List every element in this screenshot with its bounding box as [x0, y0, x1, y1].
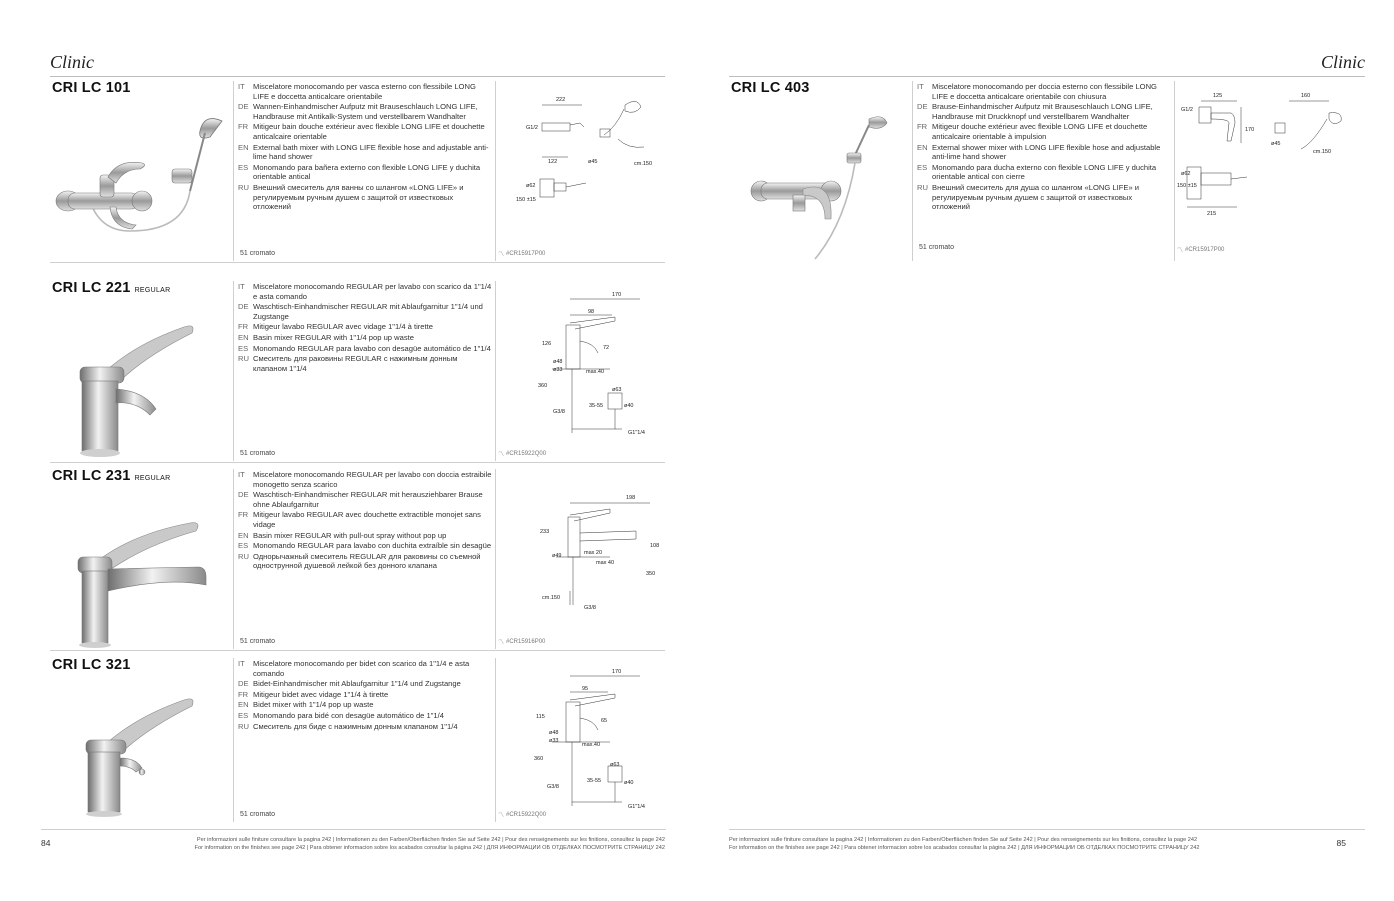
desc-row-es: ES Monomando REGULAR para lavabo con duchita extraíble sin desagüe — [238, 541, 492, 551]
product-cri-lc-101 — [50, 77, 665, 263]
desc-row-de: DE Waschtisch-Einhandmischer REGULAR mit Ablaufgarnitur 1"1/4 und Zugstange — [238, 302, 483, 321]
desc-row-en: EN External shower mixer with LONG LIFE flexible hose and adjustable anti-lime hand shower — [917, 142, 1161, 162]
footer-rule — [41, 829, 666, 830]
technical-drawing — [500, 471, 665, 631]
desc-row-ru: RU Смеситель для биде с нажимным донным клапаном 1"1/4 — [238, 721, 458, 731]
footer-line: Per informazioni sulle finiture consultare la pagina 242 | Informationen zu den Farben/Oberflächen finden Sie auf Seite 242 | Pour des renseignements sur les finitions, consultez la page 242 — [729, 837, 1198, 843]
product-code: CRI LC 231 REGULAR — [52, 468, 171, 484]
dim-label: G3/8 — [547, 784, 559, 790]
dim-label: ø33 — [553, 367, 563, 373]
description-list — [238, 470, 493, 572]
desc-row-es: ES Monomando para bañera externo con flexible LONG LIFE y duchita orientable antical — [238, 162, 481, 182]
column-divider — [1174, 81, 1175, 261]
description-list — [238, 282, 493, 374]
description-list — [917, 82, 1172, 213]
article-code: 〽 #CR15917P00 — [498, 250, 546, 258]
desc-row-ru: RU Смеситель для раковины REGULAR с нажимным донным клапаном 1"1/4 — [238, 354, 458, 373]
dim-label: ø62 — [526, 183, 536, 189]
desc-row-fr: FR Mitigeur lavabo REGULAR avec douchette extractible monojet sans vidage — [238, 510, 481, 529]
footer-line: For information on the finishes see page 242 | Para obtener informacion sobre los acabados consultar la página 242 | ДЛЯ ИНФОРМАЦИИ ОБ ОТДЕЛКАХ ПОСМОТРИТЕ СТРАНИЦУ 242 — [194, 844, 665, 851]
basin-mixer-photo — [50, 301, 230, 461]
dim-label: G1/2 — [1181, 107, 1193, 113]
flow-icon: 〽 — [498, 252, 505, 258]
desc-row-it: IT Miscelatore monocomando per bidet con scarico da 1"1/4 e asta comando — [238, 659, 470, 678]
desc-row-it: IT Miscelatore monocomando REGULAR per lavabo con doccia estraibile monogetto senza scarico — [238, 470, 492, 489]
shower-mixer-photo — [729, 101, 909, 261]
footer-rule — [729, 829, 1365, 830]
description-list — [238, 659, 493, 732]
dim-label: 360 — [534, 756, 544, 762]
desc-row-en: EN Basin mixer REGULAR with 1"1/4 pop up waste — [238, 332, 414, 342]
article-code: 〽 #CR15917P00 — [1177, 246, 1225, 254]
dim-label: G3/8 — [584, 605, 596, 611]
footer-note — [729, 837, 1199, 852]
dim-label: 215 — [1207, 211, 1217, 217]
column-divider — [233, 658, 234, 822]
technical-drawing — [500, 283, 665, 443]
finish-label: 51 cromato — [240, 811, 276, 818]
dim-label: 125 — [1213, 93, 1223, 99]
dim-label: cm.150 — [1313, 149, 1332, 155]
column-divider — [233, 81, 234, 261]
desc-row-en: EN External bath mixer with LONG LIFE flexible hose and adjustable anti-lime hand shower — [238, 142, 489, 162]
dim-label: G1"1/4 — [628, 804, 645, 810]
column-divider — [233, 281, 234, 461]
finish-label: 51 cromato — [240, 638, 276, 645]
product-cri-lc-221 — [50, 277, 665, 463]
finish-label: 51 cromato — [240, 450, 276, 457]
right-page — [697, 0, 1394, 901]
desc-row-de: DE Waschtisch-Einhandmischer REGULAR mit herausziehbarer Brause ohne Ablaufgarnitur — [238, 490, 483, 509]
dim-label: ø63 — [610, 762, 620, 768]
dim-label: max 40 — [596, 560, 615, 566]
desc-row-fr: FR Mitigeur lavabo REGULAR avec vidage 1"1/4 à tirette — [238, 322, 433, 332]
article-code: 〽 #CR15922Q00 — [498, 811, 547, 819]
dim-label: max.40 — [582, 742, 601, 748]
dim-label: 350 — [646, 571, 656, 577]
dim-label: ø40 — [624, 780, 634, 786]
flow-icon: 〽 — [1177, 248, 1184, 254]
desc-row-it: IT Miscelatore monocomando REGULAR per lavabo con scarico da 1"1/4 e asta comando — [238, 282, 492, 301]
desc-row-it: IT Miscelatore monocomando per vasca esterno con flessibile LONG LIFE e doccetta anticalcare orientabile — [238, 82, 476, 101]
column-divider — [495, 281, 496, 461]
dim-label: 108 — [650, 543, 660, 549]
dim-label: 170 — [1245, 127, 1255, 133]
dim-label: 360 — [538, 383, 548, 389]
desc-row-ru: RU Однорычажный смеситель REGULAR для раковины со съемной однострунной душевой лейкой без донного клапана — [238, 551, 481, 571]
desc-row-it: IT Miscelatore monocomando per doccia esterno con flessibile LONG LIFE e doccetta anticalcare orientabile con chiusura — [917, 82, 1157, 101]
desc-row-de: DE Wannen-Einhandmischer Aufputz mit Brauseschlauch LONG LIFE, Handbrause mit Antikalk-System und verstellbarem Wandhalter — [238, 102, 478, 121]
dim-label: cm.150 — [542, 595, 561, 601]
technical-drawing — [500, 660, 665, 820]
desc-row-es: ES Monomando para ducha externo con flexible LONG LIFE y duchita orientable antical con cierre — [917, 162, 1157, 182]
desc-row-de: DE Brause-Einhandmischer Aufputz mit Brauseschlauch LONG LIFE, Handbrause mit Druckknopf und verstellbarem Wandhalter — [917, 102, 1153, 121]
desc-row-fr: FR Mitigeur bidet avec vidage 1"1/4 à tirette — [238, 689, 389, 699]
dim-label: ø33 — [549, 738, 559, 744]
product-cri-lc-321 — [50, 654, 665, 824]
page-number: 84 — [41, 838, 51, 848]
footer-note — [195, 837, 665, 852]
flow-icon: 〽 — [498, 813, 505, 819]
article-code: 〽 #CR15922Q00 — [498, 450, 547, 458]
dim-label: max 20 — [584, 550, 603, 556]
desc-row-ru: RU Внешний смеситель для душа со шлангом «LONG LIFE» и регулируемым ручным душем с защитой от известковых отложений — [917, 182, 1140, 212]
column-divider — [233, 469, 234, 649]
section-title: Clinic — [1321, 52, 1365, 72]
product-cri-lc-231 — [50, 465, 665, 651]
dim-label: ø48 — [549, 730, 559, 736]
dim-label: cm.150 — [634, 161, 653, 167]
article-code: 〽 #CR15916P00 — [498, 638, 546, 646]
description-list — [238, 82, 493, 213]
dim-label: 72 — [603, 345, 610, 351]
desc-row-fr: FR Mitigeur bain douche extérieur avec flexible LONG LIFE et douchette anticalcaire orientable — [238, 122, 485, 141]
desc-row-fr: FR Mitigeur douche extérieur avec flexible LONG LIFE et douchette anticalcaire orientable à impulsion — [917, 122, 1148, 141]
dim-label: 170 — [612, 669, 622, 675]
product-code: CRI LC 321 — [52, 657, 131, 673]
product-code: CRI LC 101 — [52, 80, 131, 96]
flow-icon: 〽 — [498, 452, 505, 458]
dim-label: 150 ±15 — [1177, 183, 1197, 189]
dim-label: 122 — [548, 159, 558, 165]
dim-label: 95 — [582, 686, 589, 692]
column-divider — [912, 81, 913, 261]
technical-drawing — [1179, 83, 1359, 243]
dim-label: 233 — [540, 529, 550, 535]
dim-label: ø63 — [612, 387, 622, 393]
finish-label: 51 cromato — [240, 250, 276, 257]
dim-label: 35-55 — [587, 778, 602, 784]
dim-label: 198 — [626, 495, 636, 501]
dim-label: ø45 — [1271, 141, 1281, 147]
dim-label: G3/8 — [553, 409, 565, 415]
column-divider — [495, 658, 496, 822]
section-title: Clinic — [50, 52, 94, 72]
dim-label: 150 ±15 — [516, 197, 536, 203]
desc-row-es: ES Monomando REGULAR para lavabo con desagüe automático de 1"1/4 — [238, 343, 491, 353]
dim-label: 98 — [588, 309, 595, 315]
footer-line: Per informazioni sulle finiture consultare la pagina 242 | Informationen zu den Farben/Oberflächen finden Sie auf Seite 242 | Pour des renseignements sur les finitions, consultez la page 242 — [196, 837, 665, 843]
dim-label: 222 — [556, 97, 566, 103]
product-code: CRI LC 221 REGULAR — [52, 280, 171, 296]
dim-label: max.40 — [586, 369, 605, 375]
footer-line: For information on the finishes see page 242 | Para obtener informacion sobre los acabados consultar la página 242 | ДЛЯ ИНФОРМАЦИИ ОБ ОТДЕЛКАХ ПОСМОТРИТЕ СТРАНИЦУ 242 — [729, 844, 1200, 851]
desc-row-ru: RU Внешний смеситель для ванны со шлангом «LONG LIFE» и регулируемым ручным душем с защитой от известковых отложений — [238, 182, 464, 212]
flow-icon: 〽 — [498, 640, 505, 646]
dim-label: 65 — [601, 718, 608, 724]
desc-row-es: ES Monomando para bidé con desagüe automático de 1"1/4 — [238, 710, 444, 720]
column-divider — [495, 81, 496, 261]
technical-drawing — [500, 83, 665, 243]
dim-label: 115 — [536, 714, 545, 720]
dim-label: ø40 — [624, 403, 634, 409]
dim-label: G1"1/4 — [628, 430, 645, 436]
product-cri-lc-403 — [729, 77, 1365, 263]
desc-row-en: EN Basin mixer REGULAR with pull-out spray without pop up — [238, 530, 447, 540]
dim-label: 126 — [542, 341, 552, 347]
dim-label: 35-55 — [589, 403, 604, 409]
column-divider — [495, 469, 496, 649]
bath-mixer-photo — [50, 101, 230, 261]
desc-row-de: DE Bidet-Einhandmischer mit Ablaufgarnitur 1"1/4 und Zugstange — [238, 679, 461, 689]
dim-label: 170 — [612, 292, 622, 298]
bidet-mixer-photo — [50, 678, 230, 838]
dim-label: 160 — [1301, 93, 1311, 99]
dim-label: ø62 — [1181, 171, 1191, 177]
dim-label: ø48 — [553, 359, 563, 365]
page-number: 85 — [1336, 838, 1346, 848]
product-code: CRI LC 403 — [731, 80, 810, 96]
finish-label: 51 cromato — [919, 244, 955, 251]
row-divider — [50, 462, 665, 463]
row-divider — [50, 650, 665, 651]
row-divider — [50, 262, 665, 263]
dim-label: ø49 — [552, 553, 562, 559]
desc-row-en: EN Bidet mixer with 1"1/4 pop up waste — [238, 700, 374, 710]
dim-label: G1/2 — [526, 125, 538, 131]
dim-label: ø45 — [588, 159, 598, 165]
basin-mixer-pullout-photo — [50, 489, 230, 649]
